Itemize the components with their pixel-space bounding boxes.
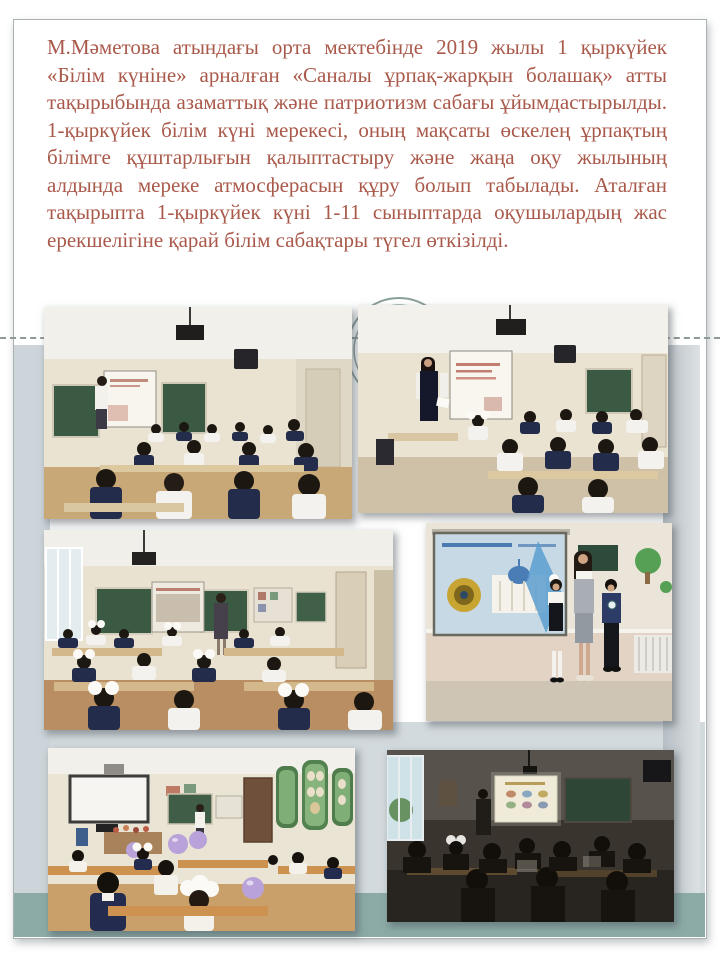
classroom-photo-4 <box>426 523 672 721</box>
classroom-photo-1 <box>44 307 352 519</box>
chalkboard <box>586 369 632 413</box>
projector-icon <box>176 325 204 340</box>
projector-icon <box>132 552 156 565</box>
window <box>46 548 82 640</box>
speaker-icon <box>554 345 576 363</box>
window <box>387 756 423 840</box>
science-posters <box>276 760 353 830</box>
projector-icon <box>496 319 526 335</box>
chalkboard <box>96 588 152 634</box>
speaker-icon <box>234 349 258 369</box>
chalkboard <box>53 385 99 437</box>
tv-icon <box>643 760 671 782</box>
classroom-photo-5 <box>48 748 355 931</box>
chalkboard <box>565 778 631 822</box>
interactive-whiteboard <box>70 776 148 822</box>
article-paragraph: М.Мәметова атындағы орта мектебінде 2019 жылы 1 қыркүйек «Білім күніне» арналған «Саналы ұрпақ-жарқын болашақ» атты тақырыбында азаматтық және патриотизм сабағы ұйымдастырылды. 1-қыркүйек білім күні мерекесі, оның мақсаты өскелең ұрпақтың білімге құштарлығын қалыптастыру және жаңа оқу жылының алдында мереке атмосферасын құру болып табылады. Аталған тақырыпта 1-қыркүйек күні 1-11 сыныптарда оқушылардың жас ерекшелігіне қарай білім сабақтары түгел өткізілді. <box>47 35 667 252</box>
classroom-photo-2 <box>358 305 668 513</box>
projector-icon <box>104 764 124 774</box>
projection-screen <box>450 351 512 419</box>
classroom-photo-3 <box>44 530 393 730</box>
tree-decoration <box>635 548 661 574</box>
classroom-photo-6 <box>387 750 674 922</box>
